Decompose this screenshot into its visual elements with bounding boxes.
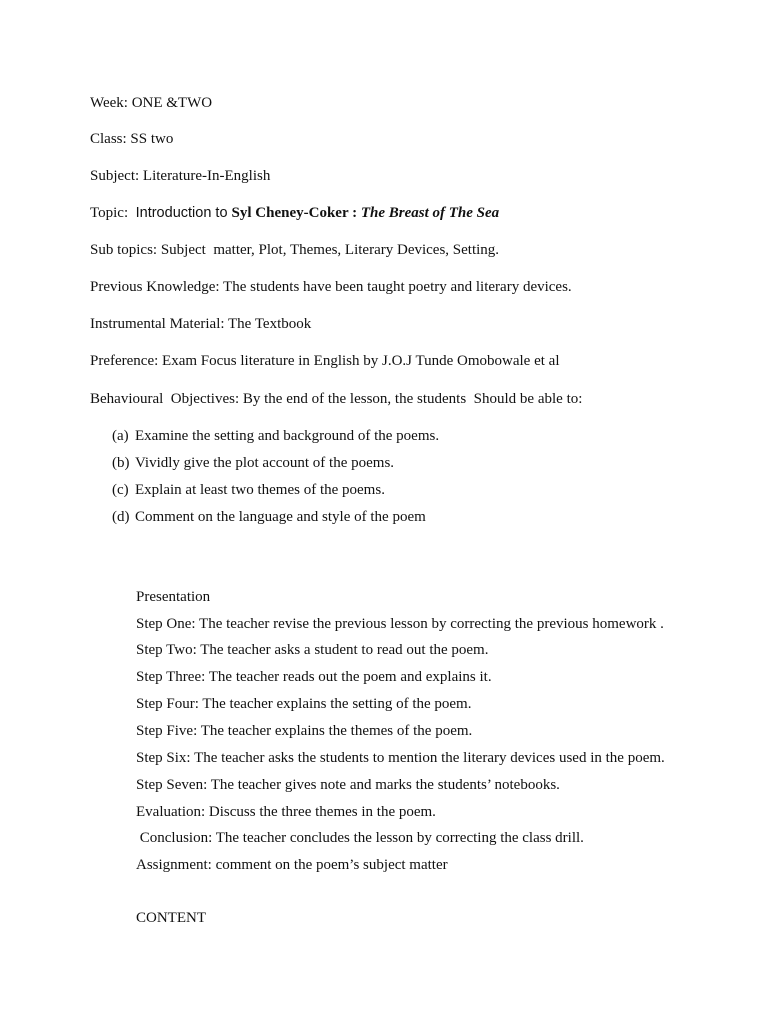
list-marker: (a) xyxy=(112,428,129,444)
list-item-text: Vividly give the plot account of the poems. xyxy=(135,455,395,471)
class-line: Class: SS two xyxy=(90,131,174,147)
conclusion-line: Conclusion: The teacher concludes the lesson by correcting the class drill. xyxy=(136,830,584,846)
content-heading: CONTENT xyxy=(136,910,206,926)
list-item xyxy=(112,454,394,472)
list-item xyxy=(112,427,439,445)
sub-topics-line: Sub topics: Subject matter, Plot, Themes, Literary Devices, Setting. xyxy=(90,242,500,258)
evaluation-line: Evaluation: Discuss the three themes in the poem. xyxy=(136,804,436,820)
topic-label: Topic: xyxy=(90,205,136,221)
list-marker: (c) xyxy=(112,482,129,498)
list-item-text: Comment on the language and style of the poem xyxy=(135,509,426,525)
list-item-text: Examine the setting and background of the poems. xyxy=(135,428,440,444)
topic-line xyxy=(90,204,499,222)
previous-knowledge-line: Previous Knowledge: The students have been taught poetry and literary devices. xyxy=(90,279,572,295)
instrumental-material-line: Instrumental Material: The Textbook xyxy=(90,316,312,332)
topic-intro: Introduction to xyxy=(135,205,232,221)
topic-title: The Breast of The Sea xyxy=(360,205,500,221)
assignment-line: Assignment: comment on the poem’s subject matter xyxy=(136,857,448,873)
list-item xyxy=(112,481,385,499)
behavioural-objectives-line: Behavioural Objectives: By the end of the lesson, the students Should be able to: xyxy=(90,391,583,407)
step-two: Step Two: The teacher asks a student to read out the poem. xyxy=(136,642,489,658)
list-item-text: Explain at least two themes of the poems. xyxy=(135,482,385,498)
step-one: Step One: The teacher revise the previous lesson by correcting the previous homework . xyxy=(136,616,664,632)
step-three: Step Three: The teacher reads out the poem and explains it. xyxy=(136,669,492,685)
topic-author: Syl Cheney-Coker : xyxy=(231,205,361,221)
step-six: Step Six: The teacher asks the students to mention the literary devices used in the poem. xyxy=(136,750,665,766)
list-item xyxy=(112,508,426,526)
presentation-heading: Presentation xyxy=(136,589,211,605)
preference-line: Preference: Exam Focus literature in English by J.O.J Tunde Omobowale et al xyxy=(90,353,560,369)
list-marker: (d) xyxy=(112,509,130,525)
week-line: Week: ONE &TWO xyxy=(90,95,213,111)
step-four: Step Four: The teacher explains the setting of the poem. xyxy=(136,696,472,712)
step-five: Step Five: The teacher explains the themes of the poem. xyxy=(136,723,473,739)
subject-line: Subject: Literature-In-English xyxy=(90,168,271,184)
step-seven: Step Seven: The teacher gives note and marks the students’ notebooks. xyxy=(136,777,560,793)
list-marker: (b) xyxy=(112,455,130,471)
